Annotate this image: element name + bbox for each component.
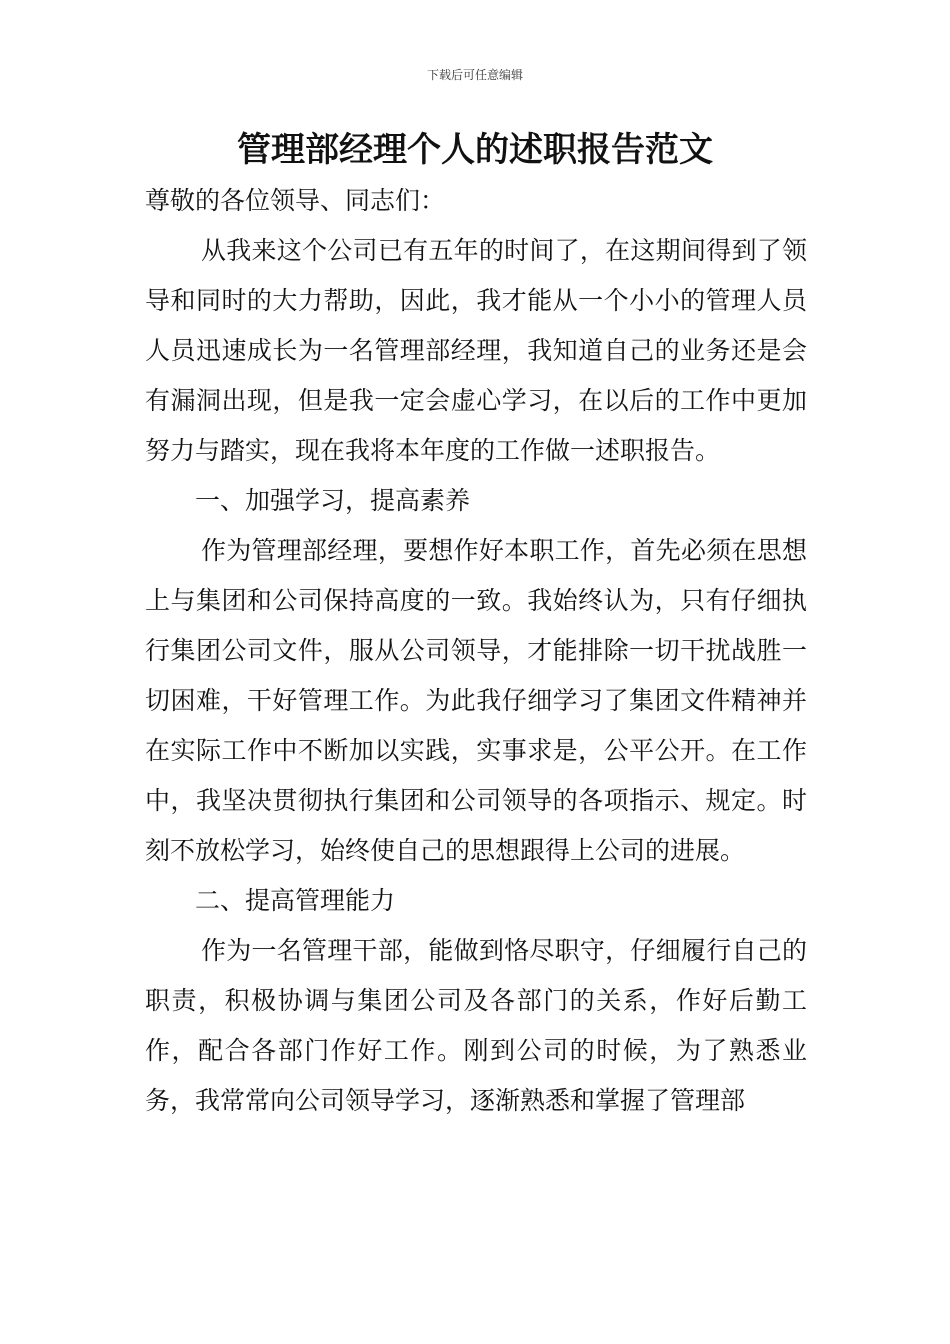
section-heading-2: 二、提高管理能力 xyxy=(195,886,396,915)
intro-paragraph: 从我来这个公司已有五年的时间了，在这期间得到了领导和同时的大力帮助，因此，我才能从一个小小的管理人员人员迅速成长为一名管理部经理，我知道自己的业务还是会有漏洞出现，但是我一定会虚心学习，在以后的工作中更加努力与踏实，现在我将本年度的工作做一述职报告。 xyxy=(145,236,807,465)
section-2-paragraph: 作为一名管理干部，能做到恪尽职守，仔细履行自己的职责，积极协调与集团公司及各部门的关系，作好后勤工作，配合各部门作好工作。刚到公司的时候，为了熟悉业务，我常常向公司领导学习，逐渐熟悉和掌握了管理部 xyxy=(145,936,807,1115)
section-heading-1: 一、加强学习，提高素养 xyxy=(195,486,471,515)
document-body xyxy=(145,176,807,1126)
document-title: 管理部经理个人的述职报告范文 xyxy=(237,130,713,170)
section-1-paragraph: 作为管理部经理，要想作好本职工作，首先必须在思想上与集团和公司保持高度的一致。我始终认为，只有仔细执行集团公司文件，服从公司领导，才能排除一切干扰战胜一切困难，干好管理工作。为此我仔细学习了集团文件精神并在实际工作中不断加以实践，实事求是，公平公开。在工作中，我坚决贯彻执行集团和公司领导的各项指示、规定。时刻不放松学习，始终使自己的思想跟得上公司的进展。 xyxy=(145,536,807,865)
header-note: 下载后可任意编辑 xyxy=(426,68,523,82)
salutation: 尊敬的各位领导、同志们： xyxy=(145,186,446,215)
